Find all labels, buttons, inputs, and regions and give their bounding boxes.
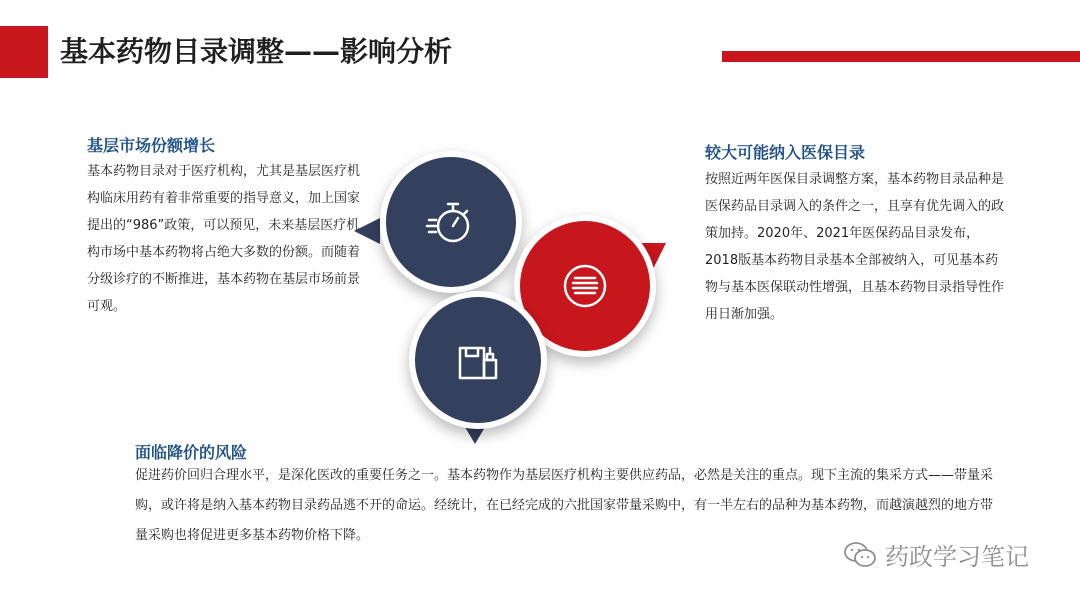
watermark [843, 537, 1029, 572]
list-lines-icon [560, 261, 610, 311]
circle-market-share [380, 151, 522, 293]
circle-price-risk [409, 291, 547, 429]
section-body-insurance: 按照近两年医保目录调整方案，基本药物目录品种是医保药品目录调入的条件之一，且享有优先调入的政策加持。2020年、2021年医保药品目录发布，2018版基本药物目录基本全部被纳入，可见基本药物与基本医保联动性增强，且基本药物目录指导性作用日渐加强。 [705, 172, 1005, 322]
section-heading-price-risk: 面临降价的风险 [135, 443, 248, 462]
wechat-icon [843, 541, 877, 569]
watermark-text: 药政学习笔记 [885, 543, 1029, 571]
title-accent-block [0, 26, 48, 78]
section-body-price-risk: 促进药价回归合理水平，是深化医改的重要任务之一。基本药物作为基层医疗机构主要供应药品，必然是关注的重点。现下主流的集采方式——带量采购，或许将是纳入基本药物目录药品逃不开的命运。经统计，在已经完成的六批国家带量采购中，有一半左右的品种为基本药物，而越演越烈的地方带量采购也将促进更多基本药物价格下降。 [135, 468, 994, 543]
title-accent-bar [722, 51, 1080, 62]
page-title: 基本药物目录调整——影响分析 [60, 35, 453, 68]
stopwatch-icon [425, 196, 477, 248]
section-heading-market-share: 基层市场份额增长 [87, 136, 216, 155]
pointer-left-triangle [354, 218, 380, 244]
shopping-bag-icon [452, 334, 504, 386]
section-body-market-share: 基本药物目录对于医疗机构，尤其是基层医疗机构临床用药有着非常重要的指导意义，加上国家提出的“986”政策，可以预见，未来基层医疗机构市场中基本药物将占绝大多数的份额。而随着分级诊疗的不断推进，基本药物在基层市场前景可观。 [87, 164, 361, 314]
section-heading-insurance: 较大可能纳入医保目录 [705, 143, 866, 162]
